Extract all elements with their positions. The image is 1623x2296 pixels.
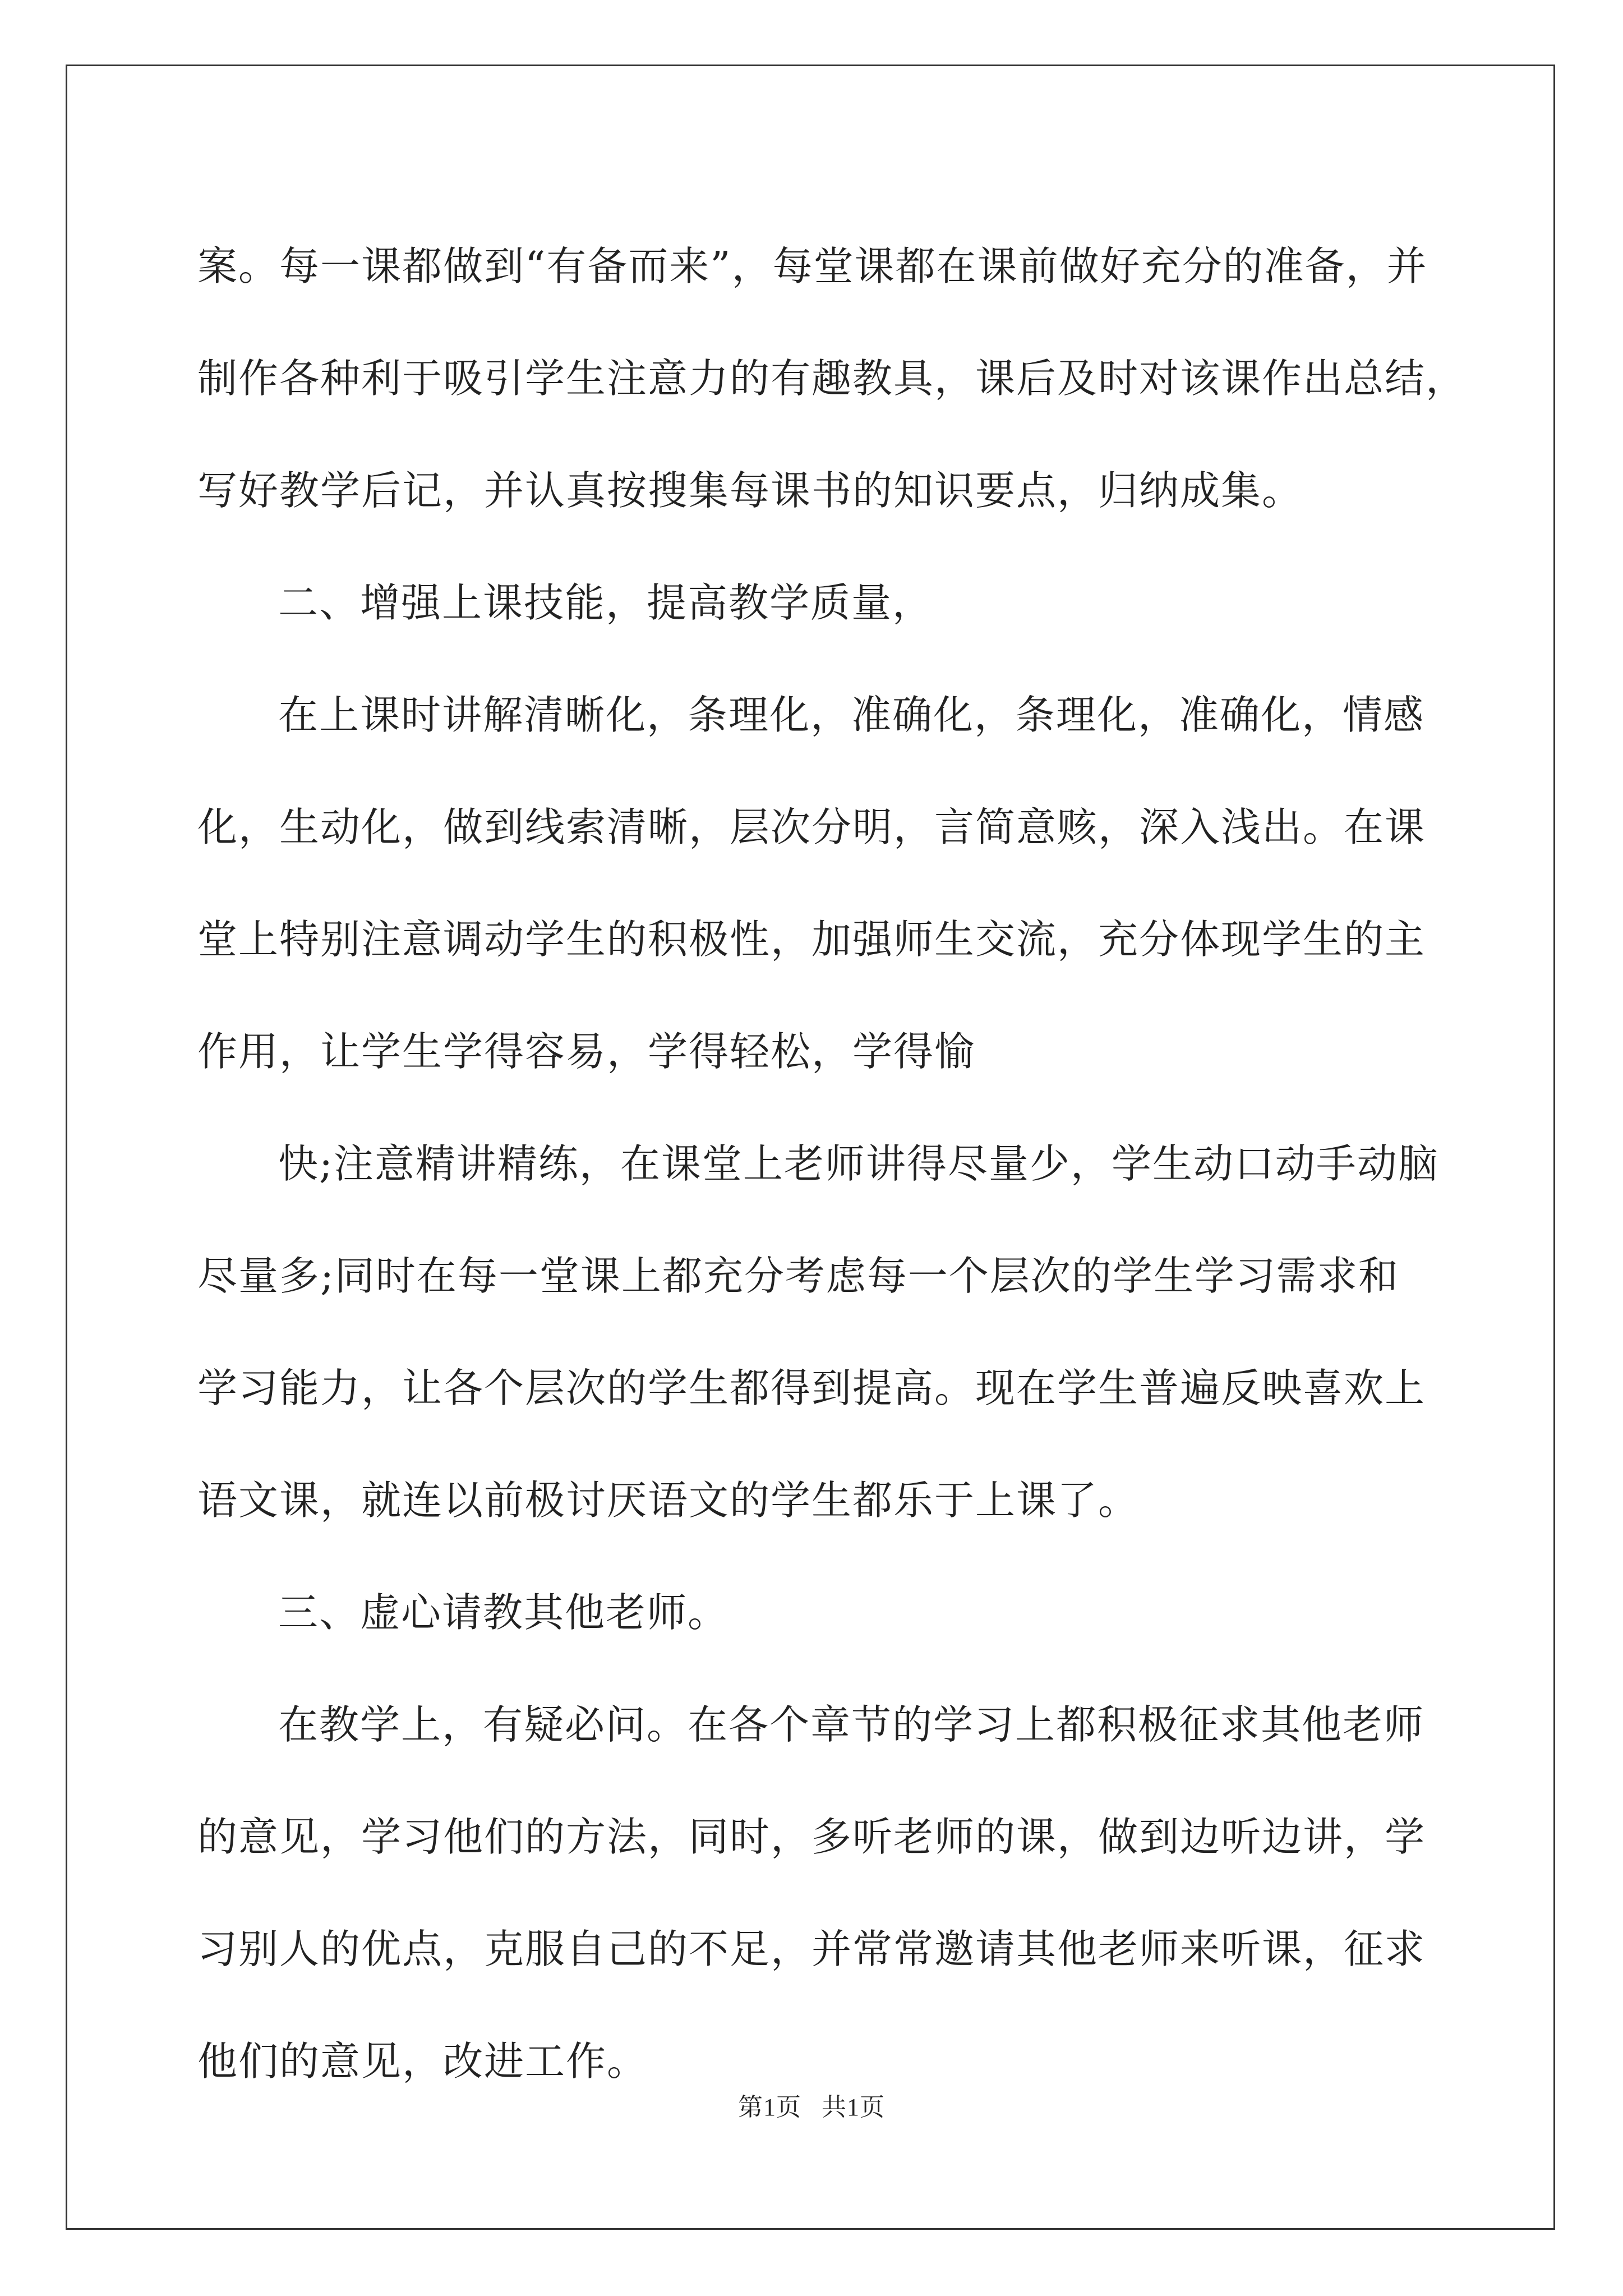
- text-line-10: 尽量多;同时在每一堂课上都充分考虑每一个层次的学生学习需求和: [197, 1253, 1399, 1299]
- text-line-16: 习别人的优点，克服自己的不足，并常常邀请其他老师来听课，征求: [197, 1926, 1426, 1972]
- text-line-8: 作用，让学生学得容易，学得轻松，学得愉: [197, 1028, 976, 1075]
- section-heading-3: 三、虚心请教其他老师。: [278, 1589, 729, 1636]
- text-line-11: 学习能力，让各个层次的学生都得到提高。现在学生普遍反映喜欢上: [197, 1365, 1426, 1411]
- text-line-9: 快;注意精讲精练，在课堂上老师讲得尽量少，学生动口动手动脑: [278, 1140, 1439, 1187]
- text-line-3: 写好教学后记，并认真按搜集每课书的知识要点，归纳成集。: [197, 467, 1303, 514]
- text-line-15: 的意见，学习他们的方法，同时，多听老师的课，做到边听边讲，学: [197, 1814, 1426, 1860]
- text-line-6: 化，生动化，做到线索清晰，层次分明，言简意赅，深入浅出。在课: [197, 804, 1426, 850]
- page-footer: [0, 2087, 1623, 2123]
- text-line-1: 案。每一课都做到“有备而来”，每堂课都在课前做好充分的准备，并: [197, 243, 1428, 289]
- page-total: 共1页: [822, 2093, 885, 2121]
- text-line-17: 他们的意见，改进工作。: [197, 2038, 648, 2085]
- document-body: [197, 210, 1467, 2118]
- page-number: 第1页: [738, 2093, 801, 2121]
- text-line-5: 在上课时讲解清晰化，条理化，准确化，条理化，准确化，情感: [278, 692, 1425, 738]
- section-heading-2: 二、增强上课技能，提高教学质量，: [278, 579, 934, 626]
- text-line-7: 堂上特别注意调动学生的积极性，加强师生交流，充分体现学生的主: [197, 916, 1426, 963]
- text-line-2: 制作各种利于吸引学生注意力的有趣教具，课后及时对该课作出总结，: [197, 355, 1467, 402]
- text-line-12: 语文课，就连以前极讨厌语文的学生都乐于上课了。: [197, 1477, 1140, 1524]
- text-line-14: 在教学上，有疑必问。在各个章节的学习上都积极征求其他老师: [278, 1701, 1425, 1748]
